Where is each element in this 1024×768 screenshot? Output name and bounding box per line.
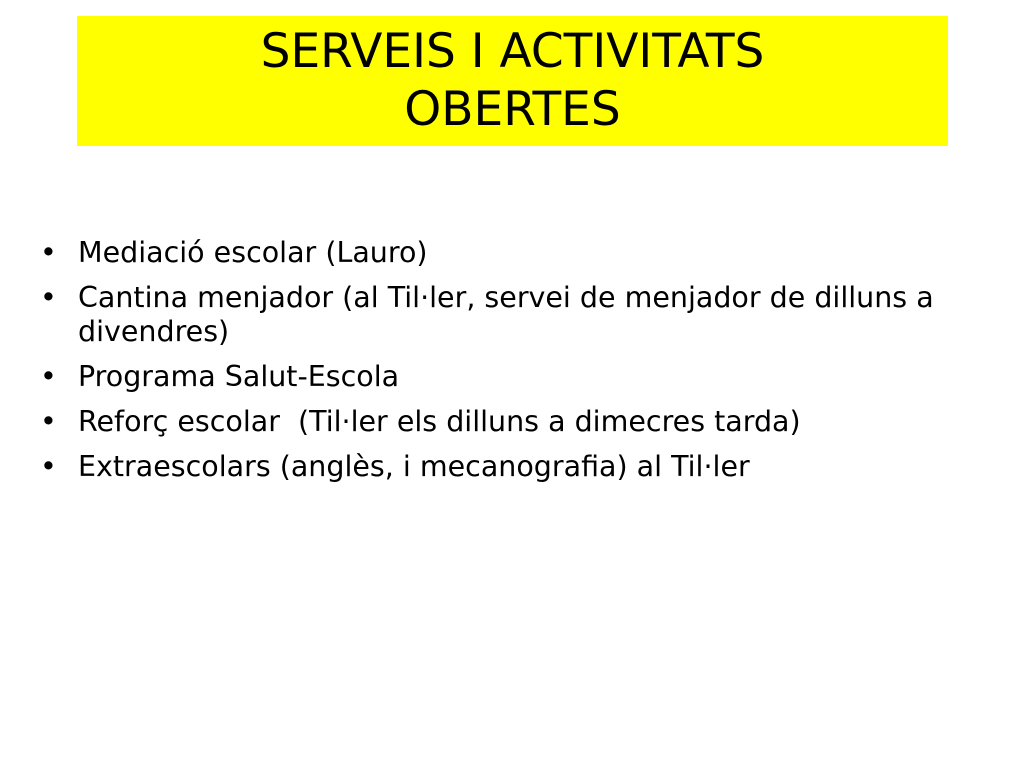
slide-title: SERVEIS I ACTIVITATS OBERTES <box>260 24 765 137</box>
bullet-item <box>40 281 990 349</box>
bullet-item <box>40 405 990 439</box>
bullet-text: Reforç escolar (Til·ler els dilluns a dimecres tarda) <box>78 405 801 438</box>
bullet-text: Extraescolars (anglès, i mecanografia) al Til·ler <box>78 450 750 483</box>
bullet-icon: • <box>40 360 57 393</box>
bullet-text: Mediació escolar (Lauro) <box>78 236 428 269</box>
bullet-item <box>40 450 990 484</box>
title-banner <box>77 16 948 146</box>
bullet-icon: • <box>40 405 57 438</box>
bullet-icon: • <box>40 236 57 269</box>
bullet-text: Programa Salut-Escola <box>78 360 400 393</box>
bullet-icon: • <box>40 450 57 483</box>
bullet-text: Cantina menjador (al Til·ler, servei de menjador de dilluns a divendres) <box>78 281 934 348</box>
bullet-icon: • <box>40 281 57 314</box>
bullet-item <box>40 236 990 270</box>
bullet-item <box>40 360 990 394</box>
bullet-list <box>40 236 990 495</box>
